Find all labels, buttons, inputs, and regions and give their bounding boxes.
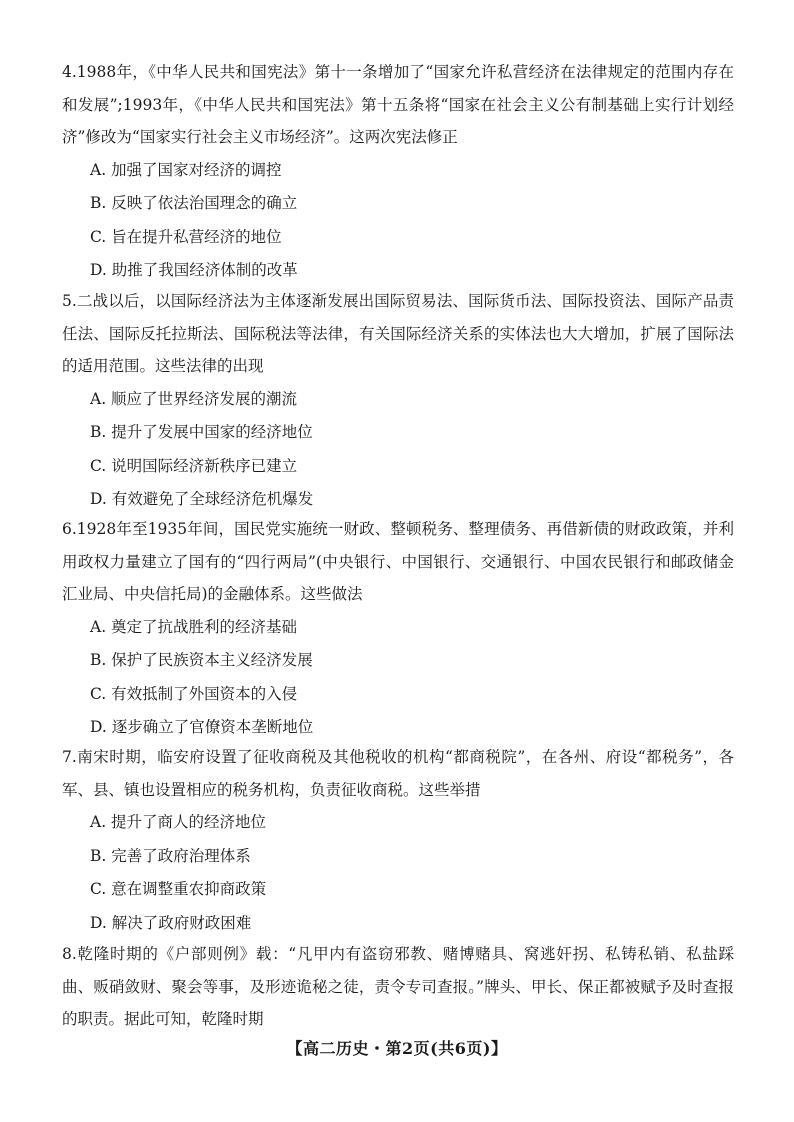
question-number: 4.	[62, 63, 77, 81]
question-6	[62, 513, 734, 745]
option-c[interactable]: C. 意在调整重农抑商政策	[90, 880, 267, 898]
question-text: 二战以后，以国际经济法为主体逐渐发展出国际贸易法、国际货币法、国际投资法、国际产品责任法、国际反托拉斯法、国际税法等法律，有关国际经济关系的实体法也大大增加，扩展了国际法的适用范围。这些法律的出现	[62, 292, 734, 375]
option-b[interactable]: B. 提升了发展中国家的经济地位	[90, 423, 313, 441]
option-list	[90, 383, 734, 517]
question-text: 1988年，《中华人民共和国宪法》第十一条增加了“国家允许私营经济在法律规定的范围内存在和发展”;1993年，《中华人民共和国宪法》第十五条将“国家在社会主义公有制基础上实行计划经济”修改为“国家实行社会主义市场经济”。这两次宪法修正	[62, 63, 734, 146]
question-number: 6.	[62, 520, 77, 538]
option-d[interactable]: D. 逐步确立了官僚资本垄断地位	[90, 718, 314, 736]
question-8	[62, 938, 734, 1036]
page-footer: 【高二历史・第2页(共6页)】	[286, 1039, 508, 1058]
question-stem	[62, 938, 734, 1036]
question-number: 8.	[62, 945, 77, 963]
question-5	[62, 285, 734, 517]
question-number: 5.	[62, 292, 77, 310]
question-stem	[62, 285, 734, 383]
question-stem	[62, 513, 734, 611]
question-4	[62, 56, 734, 288]
option-list	[90, 154, 734, 288]
question-text: 1928年至1935年间，国民党实施统一财政、整顿税务、整理债务、再借新债的财政政策，并利用政权力量建立了国有的“四行两局”(中央银行、中国银行、交通银行、中国农民银行和邮政储金汇业局、中央信托局)的金融体系。这些做法	[62, 520, 734, 603]
option-c[interactable]: C. 有效抵制了外国资本的入侵	[90, 684, 298, 703]
question-number: 7.	[62, 748, 77, 766]
option-list	[90, 611, 734, 745]
option-d[interactable]: D. 解决了政府财政困难	[90, 913, 252, 932]
option-a[interactable]: A. 顺应了世界经济发展的潮流	[90, 389, 298, 408]
option-a[interactable]: A. 提升了商人的经济地位	[90, 813, 267, 831]
question-stem	[62, 56, 734, 154]
question-text: 乾隆时期的《户部则例》载：“凡甲内有盗窃邪教、赌博赌具、窝逃奸拐、私铸私销、私盐踩曲、贩硝敛财、聚会等事，及形迹诡秘之徒，责令专司查报。”牌头、甲长、保正都被赋予及时查报的职责。据此可知，乾隆时期	[62, 945, 734, 1028]
option-b[interactable]: B. 保护了民族资本主义经济发展	[90, 651, 313, 669]
option-c[interactable]: C. 说明国际经济新秩序已建立	[90, 456, 298, 475]
option-d[interactable]: D. 助推了我国经济体制的改革	[90, 261, 298, 279]
option-b[interactable]: B. 反映了依法治国理念的确立	[90, 194, 298, 212]
option-b[interactable]: B. 完善了政府治理体系	[90, 846, 251, 865]
question-7	[62, 741, 734, 940]
question-stem	[62, 741, 734, 806]
option-a[interactable]: A. 奠定了抗战胜利的经济基础	[90, 617, 298, 636]
option-list	[90, 806, 734, 940]
option-a[interactable]: A. 加强了国家对经济的调控	[90, 160, 282, 179]
question-text: 南宋时期，临安府设置了征收商税及其他税收的机构“都商税院”，在各州、府设“都税务”，各军、县、镇也设置相应的税务机构，负责征收商税。这些举措	[62, 748, 734, 799]
option-d[interactable]: D. 有效避免了全球经济危机爆发	[90, 490, 314, 508]
option-c[interactable]: C. 旨在提升私营经济的地位	[90, 227, 282, 246]
